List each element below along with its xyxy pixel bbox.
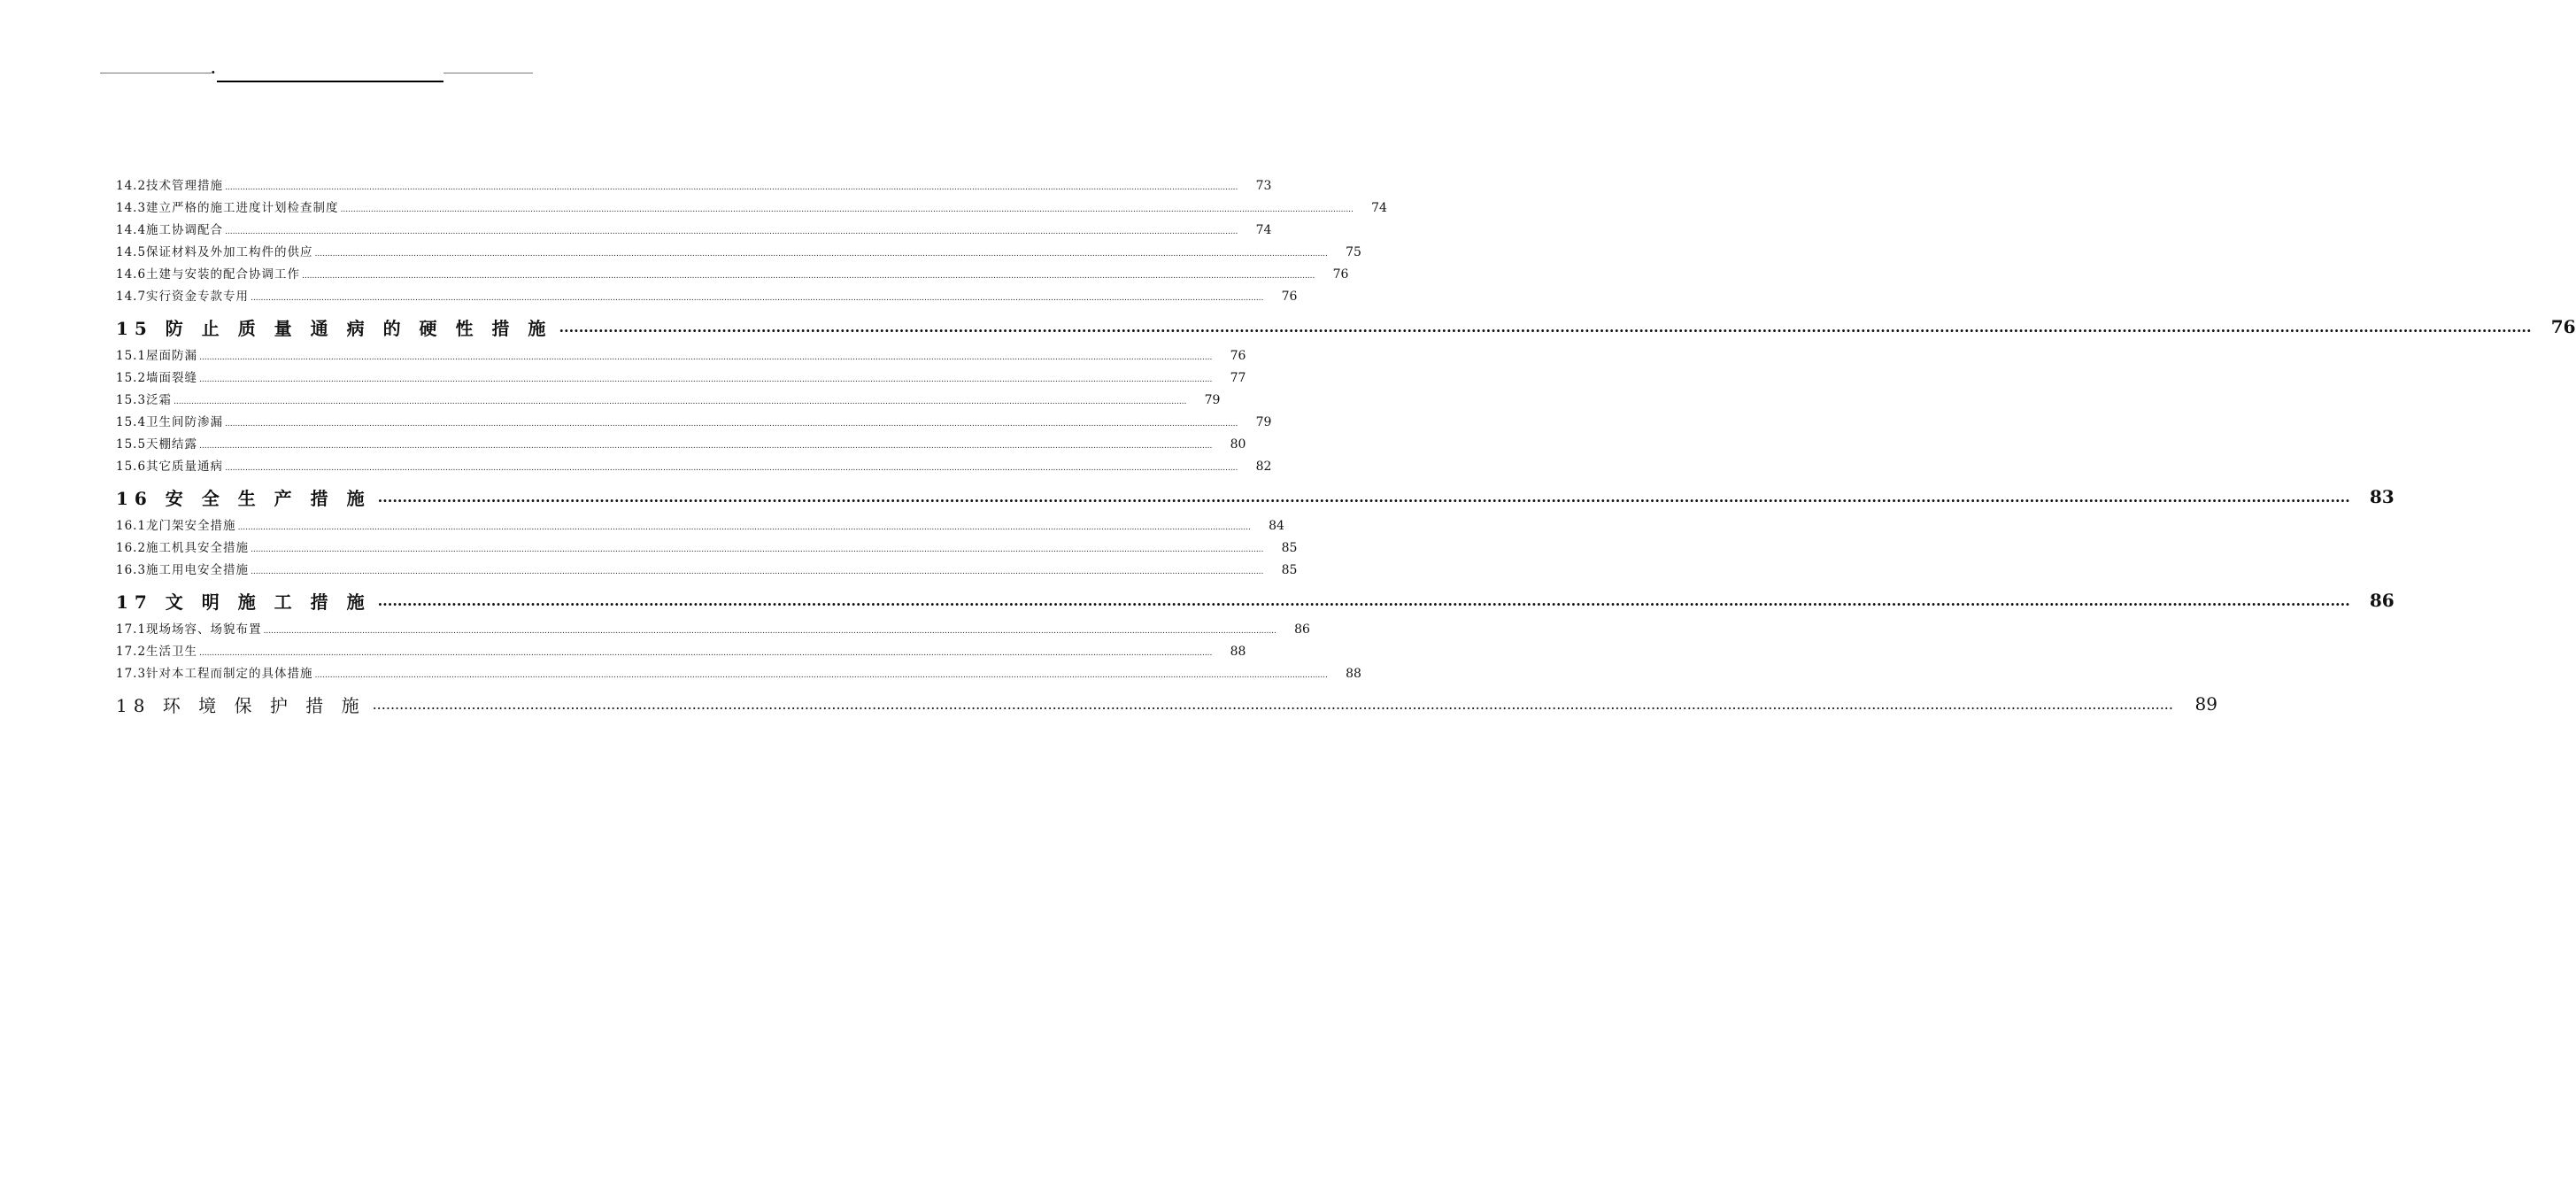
toc-page-number: 89: [2194, 693, 2217, 715]
toc-page-number: 76: [1332, 267, 1349, 282]
toc-leader-dots: ................................................................................................................................................................................................................................................................................................................................................................................................................: [199, 375, 1213, 384]
toc-chapter-entry[interactable]: [116, 685, 2217, 722]
toc-leader-dots: ................................................................................................................................................................................................................................................................................................................................................................................................................: [559, 318, 2532, 336]
toc-entry-title: 17 文 明 施 工 措 施: [116, 591, 371, 613]
toc-entry-title: 16.1龙门架安全措施: [116, 519, 236, 533]
toc-entry-title: 14.6土建与安装的配合协调工作: [116, 267, 301, 282]
toc-page-number: 86: [1294, 622, 1310, 637]
toc-entry-title: 14.7实行资金专款专用: [116, 290, 250, 304]
toc-entry-title: 14.3建立严格的施工进度计划检查制度: [116, 201, 339, 215]
toc-page-number: 76: [2550, 316, 2576, 337]
toc-leader-dots: ................................................................................................................................................................................................................................................................................................................................................................................................................: [314, 250, 1328, 259]
toc-chapter-entry[interactable]: [116, 478, 2395, 515]
toc-entry[interactable]: [116, 456, 1272, 478]
toc-leader-dots: ................................................................................................................................................................................................................................................................................................................................................................................................................: [199, 353, 1213, 362]
toc-leader-dots: ................................................................................................................................................................................................................................................................................................................................................................................................................: [251, 568, 1264, 576]
toc-entry[interactable]: [116, 197, 1387, 220]
toc-entry[interactable]: [116, 220, 1272, 242]
toc-entry[interactable]: [116, 367, 1246, 390]
toc-page-number: 84: [1269, 519, 1284, 533]
toc-page-number: 86: [2369, 590, 2395, 611]
toc-leader-dots: ................................................................................................................................................................................................................................................................................................................................................................................................................: [377, 488, 2350, 506]
toc-leader-dots: ................................................................................................................................................................................................................................................................................................................................................................................................................: [225, 464, 1238, 473]
toc-entry[interactable]: [116, 412, 1272, 434]
toc-entry-title: 15.2墙面裂缝: [116, 371, 198, 385]
toc-entry[interactable]: [116, 242, 1361, 264]
toc-entry-title: 15.6其它质量通病: [116, 460, 224, 474]
toc-page-number: 77: [1230, 371, 1246, 385]
toc-entry[interactable]: [116, 641, 1246, 663]
table-of-contents: [116, 175, 2576, 722]
header-rule-center: [217, 81, 443, 82]
toc-leader-dots: ................................................................................................................................................................................................................................................................................................................................................................................................................: [263, 627, 1276, 636]
toc-leader-dots: ................................................................................................................................................................................................................................................................................................................................................................................................................: [314, 671, 1328, 680]
toc-page-number: 79: [1255, 415, 1272, 429]
toc-leader-dots: ................................................................................................................................................................................................................................................................................................................................................................................................................: [372, 695, 2173, 713]
toc-entry-title: 17.1现场场容、场貌布置: [116, 622, 262, 637]
toc-entry[interactable]: [116, 345, 1246, 367]
toc-page-number: 80: [1230, 437, 1246, 452]
toc-entry[interactable]: [116, 537, 1298, 560]
toc-page-number: 75: [1346, 245, 1361, 259]
toc-entry-title: 15.3泛霜: [116, 393, 173, 407]
toc-page-number: 88: [1346, 667, 1361, 681]
toc-leader-dots: ................................................................................................................................................................................................................................................................................................................................................................................................................: [225, 420, 1238, 429]
toc-entry[interactable]: [116, 663, 1361, 685]
toc-page-number: 88: [1230, 645, 1246, 659]
toc-page-number: 73: [1255, 179, 1272, 193]
toc-leader-dots: ................................................................................................................................................................................................................................................................................................................................................................................................................: [251, 545, 1264, 554]
toc-entry[interactable]: [116, 390, 1221, 412]
toc-page-number: 85: [1281, 541, 1298, 555]
toc-entry-title: 18 环 境 保 护 措 施: [116, 694, 366, 716]
toc-entry-title: 14.2技术管理措施: [116, 179, 224, 193]
toc-entry[interactable]: [116, 515, 1284, 537]
toc-chapter-entry[interactable]: [116, 308, 2576, 345]
header-dot: .: [211, 60, 216, 77]
toc-page-number: 76: [1281, 290, 1298, 304]
toc-leader-dots: ................................................................................................................................................................................................................................................................................................................................................................................................................: [251, 294, 1264, 303]
toc-entry-title: 15.4卫生间防渗漏: [116, 415, 224, 429]
toc-leader-dots: ................................................................................................................................................................................................................................................................................................................................................................................................................: [302, 272, 1315, 281]
toc-entry-title: 16.2施工机具安全措施: [116, 541, 250, 555]
toc-leader-dots: ................................................................................................................................................................................................................................................................................................................................................................................................................: [199, 442, 1213, 451]
toc-leader-dots: ................................................................................................................................................................................................................................................................................................................................................................................................................: [199, 649, 1213, 658]
toc-entry[interactable]: [116, 560, 1298, 582]
toc-page-number: 82: [1255, 460, 1272, 474]
toc-chapter-entry[interactable]: [116, 582, 2395, 619]
toc-page-number: 74: [1255, 223, 1272, 237]
toc-entry-title: 14.5保证材料及外加工构件的供应: [116, 245, 313, 259]
toc-entry-title: 17.3针对本工程而制定的具体措施: [116, 667, 313, 681]
toc-entry[interactable]: [116, 619, 1310, 641]
toc-entry-title: 16 安 全 生 产 措 施: [116, 487, 371, 509]
toc-entry-title: 17.2生活卫生: [116, 645, 198, 659]
toc-leader-dots: ................................................................................................................................................................................................................................................................................................................................................................................................................: [225, 228, 1238, 236]
toc-entry-title: 15.1屋面防漏: [116, 349, 198, 363]
toc-page-number: 83: [2369, 486, 2395, 507]
toc-leader-dots: ................................................................................................................................................................................................................................................................................................................................................................................................................: [174, 398, 1187, 406]
toc-entry-title: 16.3施工用电安全措施: [116, 563, 250, 577]
toc-entry-title: 14.4施工协调配合: [116, 223, 224, 237]
toc-page-number: 76: [1230, 349, 1246, 363]
toc-page-number: 74: [1371, 201, 1387, 215]
toc-page-number: 79: [1204, 393, 1221, 407]
toc-entry[interactable]: [116, 434, 1246, 456]
toc-leader-dots: ................................................................................................................................................................................................................................................................................................................................................................................................................: [237, 523, 1251, 532]
toc-entry[interactable]: [116, 264, 1349, 286]
toc-leader-dots: ................................................................................................................................................................................................................................................................................................................................................................................................................: [377, 591, 2350, 609]
toc-entry-title: 15.5天棚结露: [116, 437, 198, 452]
toc-page-number: 85: [1281, 563, 1298, 577]
toc-entry[interactable]: [116, 175, 1272, 197]
toc-entry-title: 15 防 止 质 量 通 病 的 硬 性 措 施: [116, 317, 552, 339]
toc-leader-dots: ................................................................................................................................................................................................................................................................................................................................................................................................................: [225, 183, 1238, 192]
toc-leader-dots: ................................................................................................................................................................................................................................................................................................................................................................................................................: [340, 205, 1354, 214]
toc-entry[interactable]: [116, 286, 1298, 308]
